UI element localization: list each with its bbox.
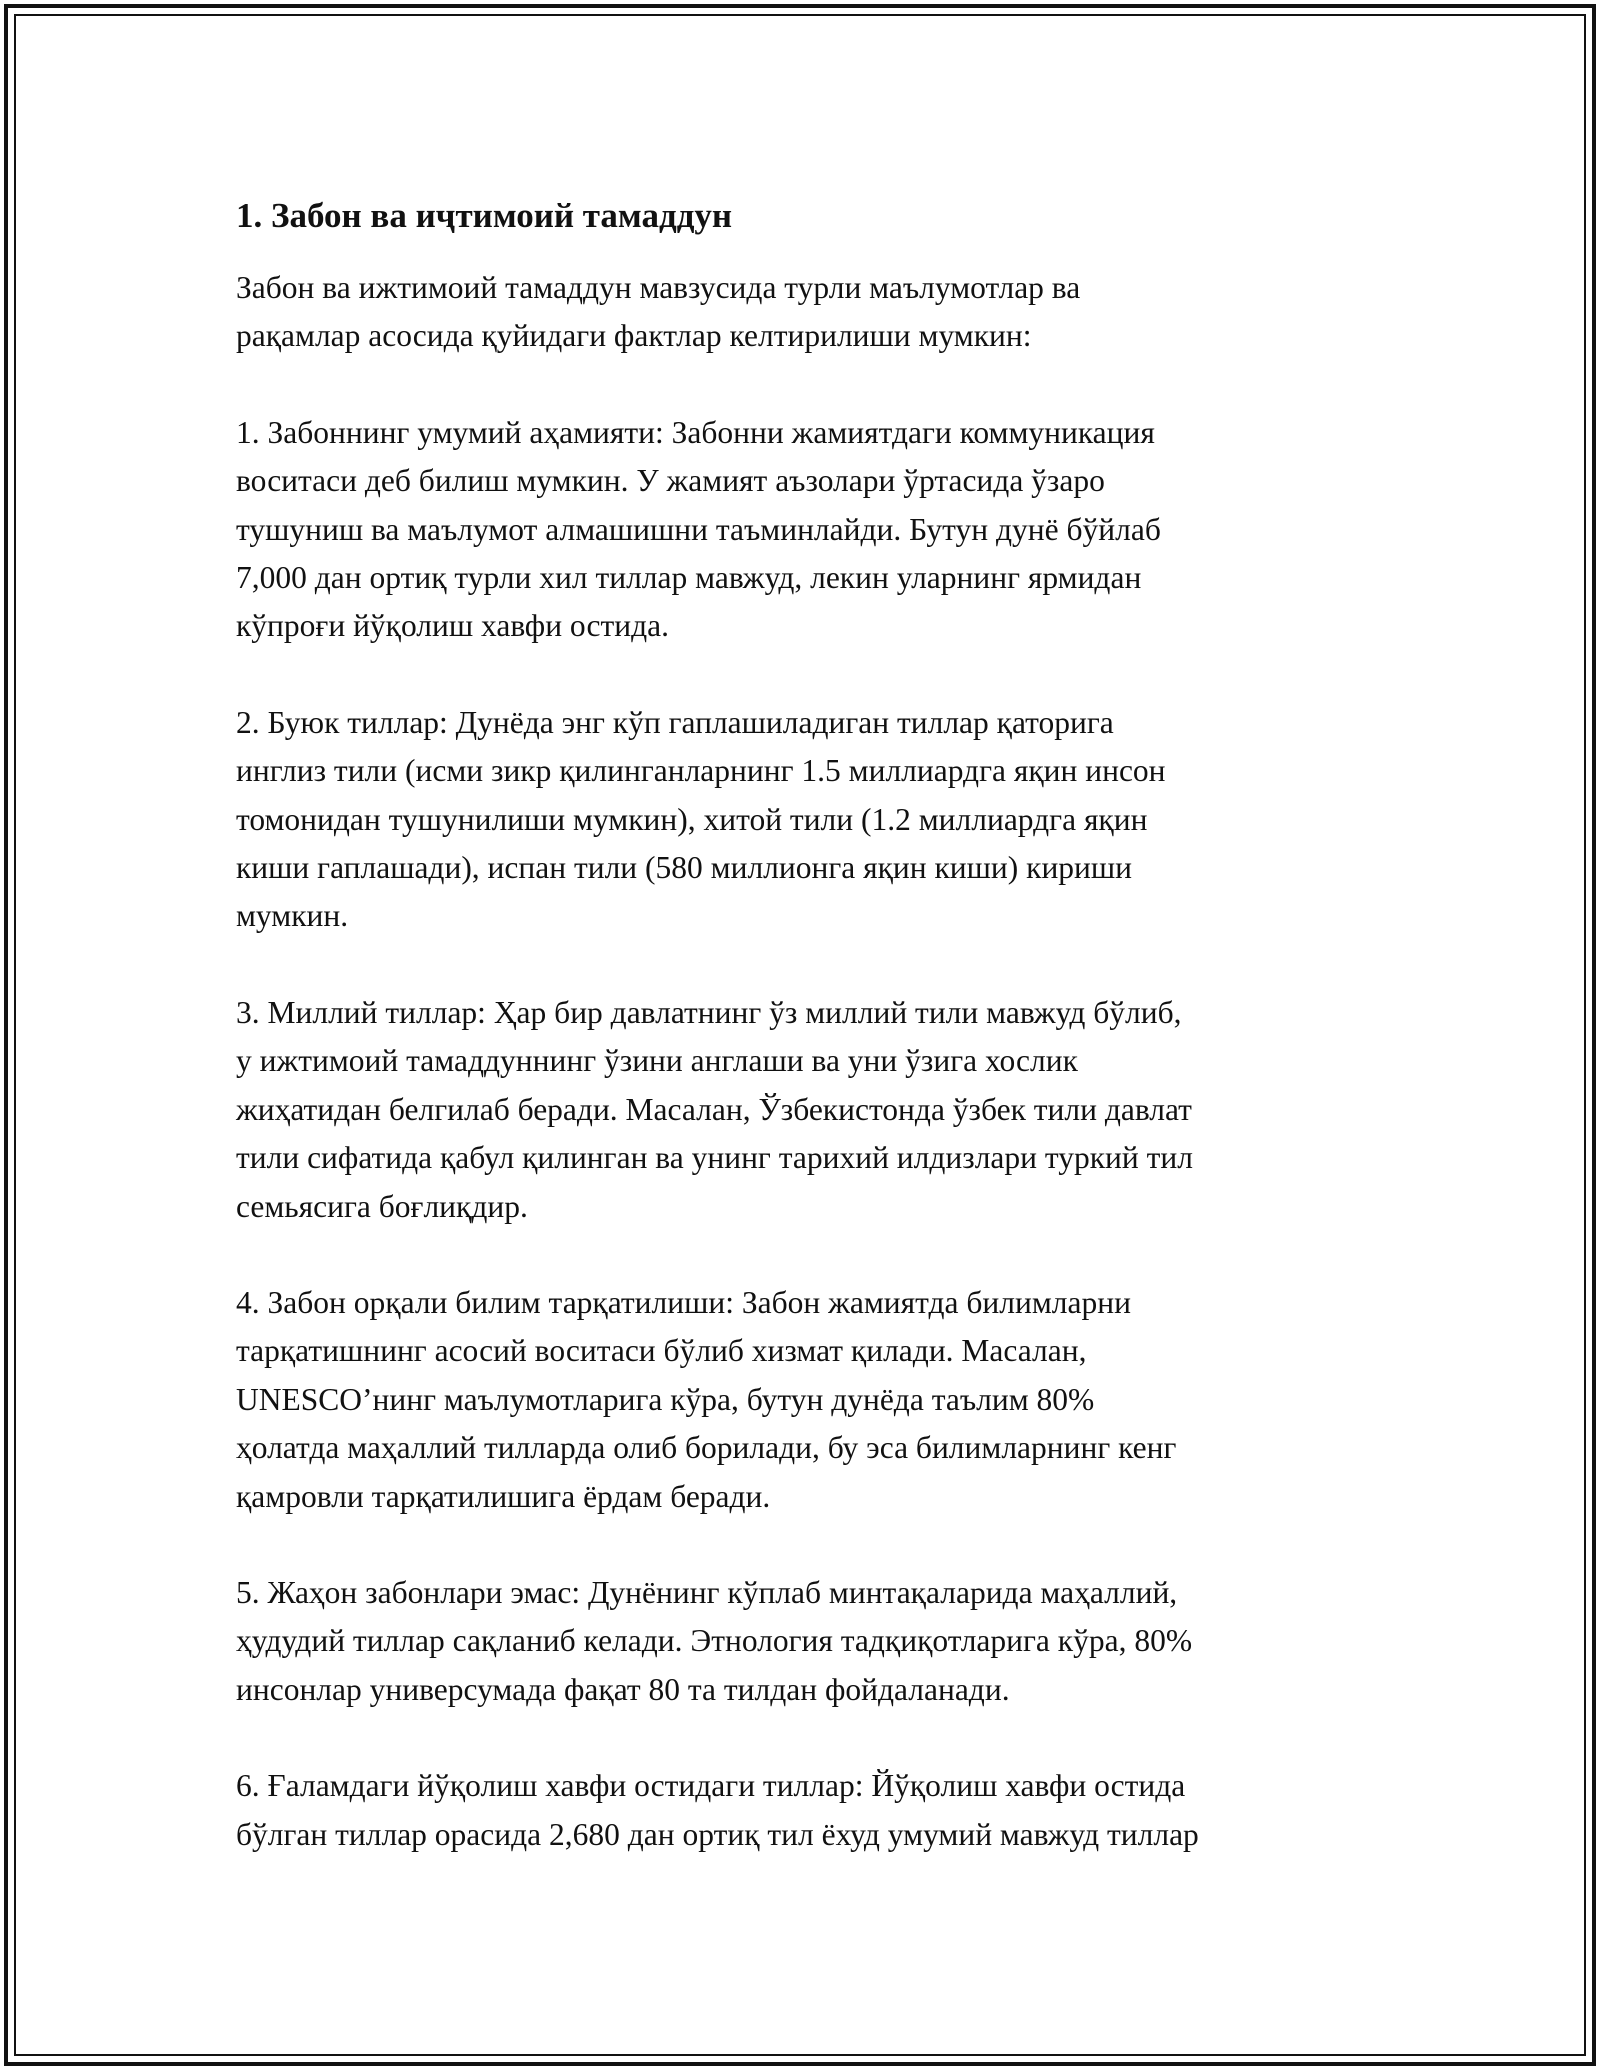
document-page — [236, 192, 1386, 1907]
paragraph-2-major-languages: 2. Буюк тиллар: Дунёда энг кўп гаплашиладиган тиллар қаторига инглиз тили (исми зикр қилинганларнинг 1.5 миллиардга яқин инсон томонидан тушунилиши мумкин), хитой тили (1.2 миллиардга яқин киши гаплашади), испан тили (580 миллионга яқин киши) кириши мумкин. — [236, 704, 1166, 934]
paragraph-4-knowledge-spread: 4. Забон орқали билим тарқатилиши: Забон жамиятда билимларни тарқатишнинг асосий воситаси бўлиб хизмат қилади. Масалан, UNESCO’нинг маълумотларига кўра, бутун дунёда таълим 80% ҳолатда маҳаллий тилларда олиб борилади, бу эса билимларнинг кенг қамровли тарқатилишига ёрдам беради. — [236, 1284, 1177, 1514]
paragraph-6-endangered-languages: 6. Ғаламдаги йўқолиш хавфи остидаги тиллар: Йўқолиш хавфи остида бўлган тиллар орасида 2,680 дан ортиқ тил ёхуд умумий мавжуд тиллар — [236, 1768, 1199, 1852]
paragraph-5-regional-languages: 5. Жаҳон забонлари эмас: Дунёнинг кўплаб минтақаларида маҳаллий, ҳудудий тиллар сақланиб келади. Этнология тадқиқотларига кўра, 80% инсонлар универсумада фақат 80 та тилдан фойдаланади. — [236, 1574, 1193, 1707]
paragraph-3-national-languages: 3. Миллий тиллар: Ҳар бир давлатнинг ўз миллий тили мавжуд бўлиб, у ижтимоий тамаддуннинг ўзини англаши ва уни ўзига хослик жиҳатидан белгилаб беради. Масалан, Ўзбекистонда ўзбек тили давлат тили сифатида қабул қилинган ва унинг тарихий илдизлари туркий тил семьясига боғлиқдир. — [236, 994, 1193, 1224]
intro-paragraph: Забон ва ижтимоий тамаддун мавзусида турли маълумотлар ва рақамлар асосида қуйидаги фактлар келтирилиши мумкин: — [236, 270, 1081, 354]
document-title: 1. Забон ва иҷтимоий тамаддун — [236, 196, 733, 235]
paragraph-1-language-importance: 1. Забоннинг умумий аҳамияти: Забонни жамиятдаги коммуникация воситаси деб билиш мумкин. У жамият аъзолари ўртасида ўзаро тушуниш ва маълумот алмашишни таъминлайди. Бутун дунё бўйлаб 7,000 дан ортиқ турли хил тиллар мавжуд, лекин уларнинг ярмидан кўпроғи йўқолиш хавфи остида. — [236, 414, 1161, 644]
